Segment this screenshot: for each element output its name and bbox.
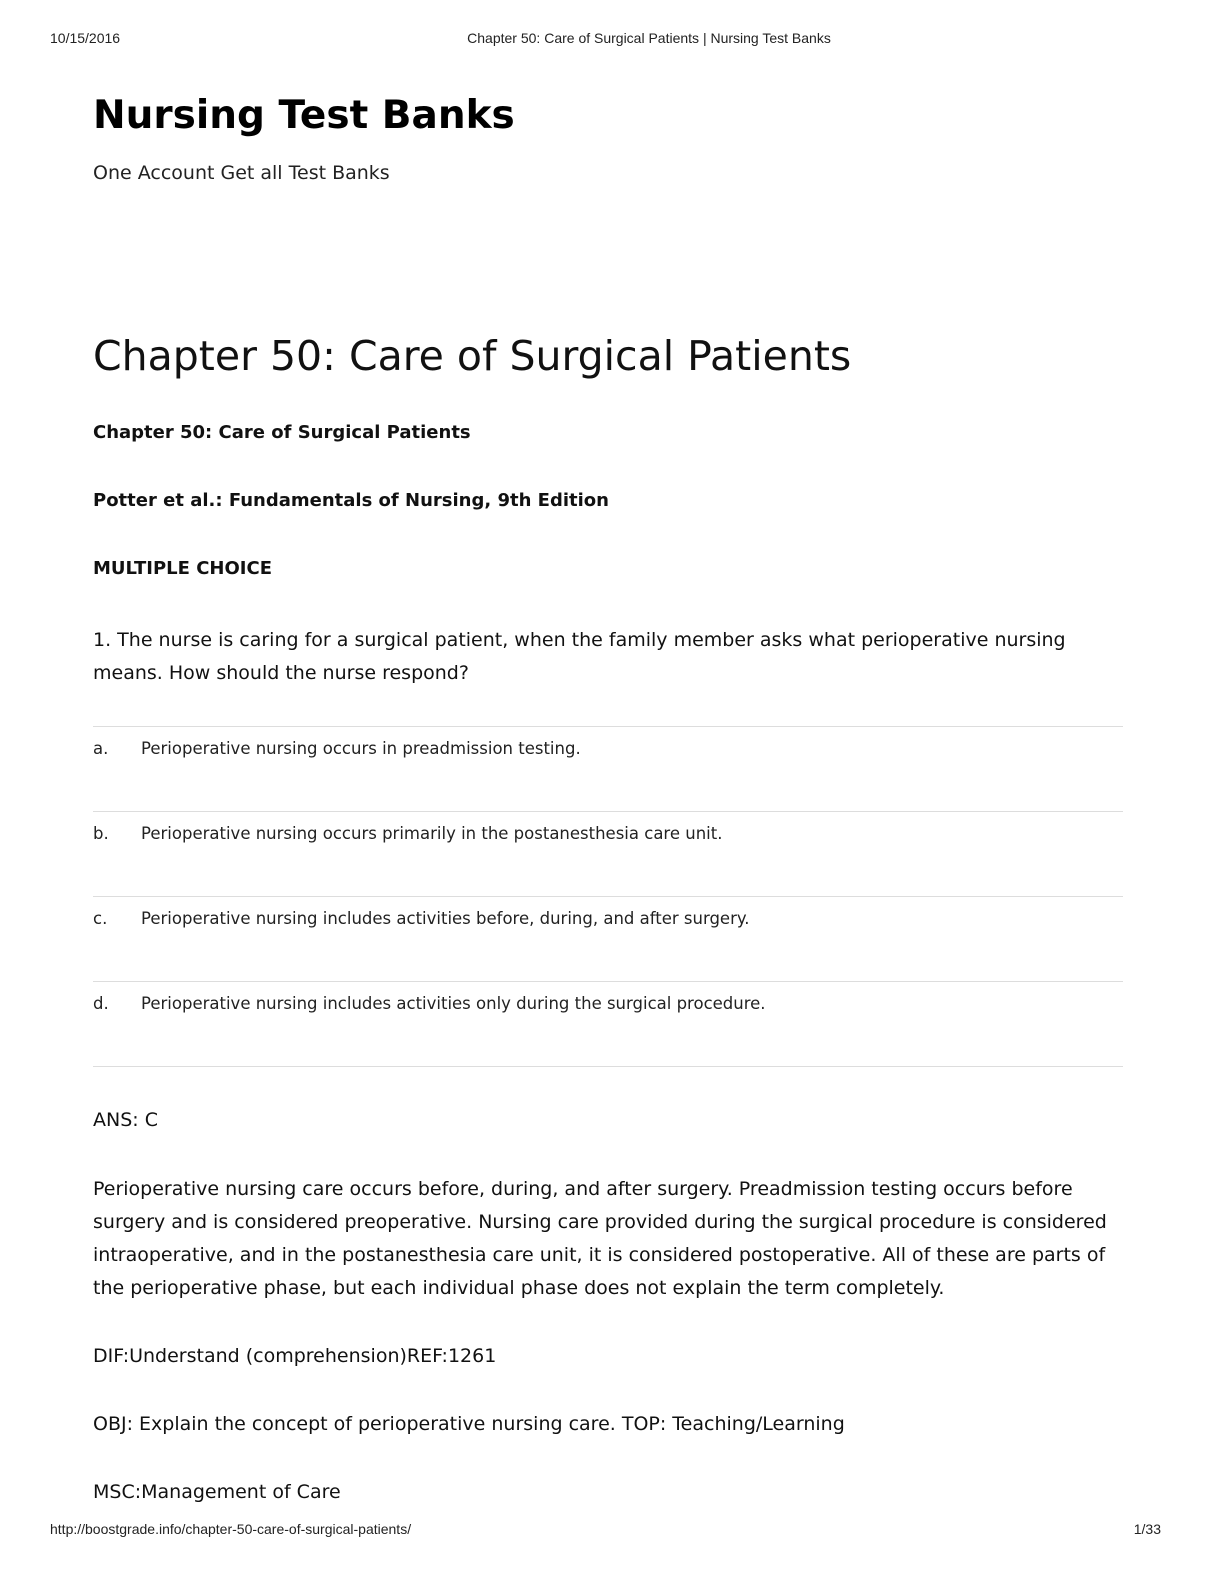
article-title: Chapter 50: Care of Surgical Patients bbox=[93, 332, 852, 380]
print-footer bbox=[0, 1521, 1224, 1541]
book-reference: Potter et al.: Fundamentals of Nursing, 9th Edition bbox=[93, 490, 609, 511]
option-letter: c. bbox=[93, 909, 108, 928]
option-row bbox=[93, 727, 1123, 812]
site-title[interactable]: Nursing Test Banks bbox=[93, 93, 515, 138]
print-url: http://boostgrade.info/chapter-50-care-of-surgical-patients/ bbox=[50, 1521, 412, 1537]
option-letter: d. bbox=[93, 994, 109, 1013]
difficulty-line: DIF:Understand (comprehension)REF:1261 bbox=[93, 1345, 497, 1367]
msc-line: MSC:Management of Care bbox=[93, 1481, 341, 1503]
print-page-title: Chapter 50: Care of Surgical Patients | Nursing Test Banks bbox=[467, 30, 831, 46]
page-content bbox=[93, 90, 1123, 1509]
answer-key: ANS: C bbox=[93, 1109, 158, 1131]
site-tagline: One Account Get all Test Banks bbox=[93, 162, 390, 184]
option-row bbox=[93, 982, 1123, 1067]
objective-line: OBJ: Explain the concept of perioperative nursing care. TOP: Teaching/Learning bbox=[93, 1413, 845, 1435]
option-row bbox=[93, 897, 1123, 982]
option-text: Perioperative nursing includes activities before, during, and after surgery. bbox=[141, 909, 750, 928]
option-text: Perioperative nursing includes activities only during the surgical procedure. bbox=[141, 994, 766, 1013]
print-header bbox=[0, 30, 1224, 50]
option-text: Perioperative nursing occurs in preadmission testing. bbox=[141, 739, 581, 758]
print-date: 10/15/2016 bbox=[50, 30, 121, 46]
option-text: Perioperative nursing occurs primarily in the postanesthesia care unit. bbox=[141, 824, 723, 843]
option-letter: a. bbox=[93, 739, 109, 758]
question-text: 1. The nurse is caring for a surgical patient, when the family member asks what perioperative nursing means. How should the nurse respond? bbox=[93, 629, 1066, 684]
option-row bbox=[93, 812, 1123, 897]
option-letter: b. bbox=[93, 824, 109, 843]
article-subtitle: Chapter 50: Care of Surgical Patients bbox=[93, 422, 471, 443]
rationale-text: Perioperative nursing care occurs before, during, and after surgery. Preadmission testing occurs before surgery and is considered preoperative. Nursing care provided during the surgical procedure is considered intraoperative, and in the postanesthesia care unit, it is considered postoperative. All of these are parts of the perioperative phase, but each individual phase does not explain the term completely. bbox=[93, 1178, 1107, 1299]
section-heading: MULTIPLE CHOICE bbox=[93, 558, 272, 579]
print-page-number: 1/33 bbox=[1133, 1521, 1161, 1537]
answer-options-table bbox=[93, 726, 1123, 1067]
